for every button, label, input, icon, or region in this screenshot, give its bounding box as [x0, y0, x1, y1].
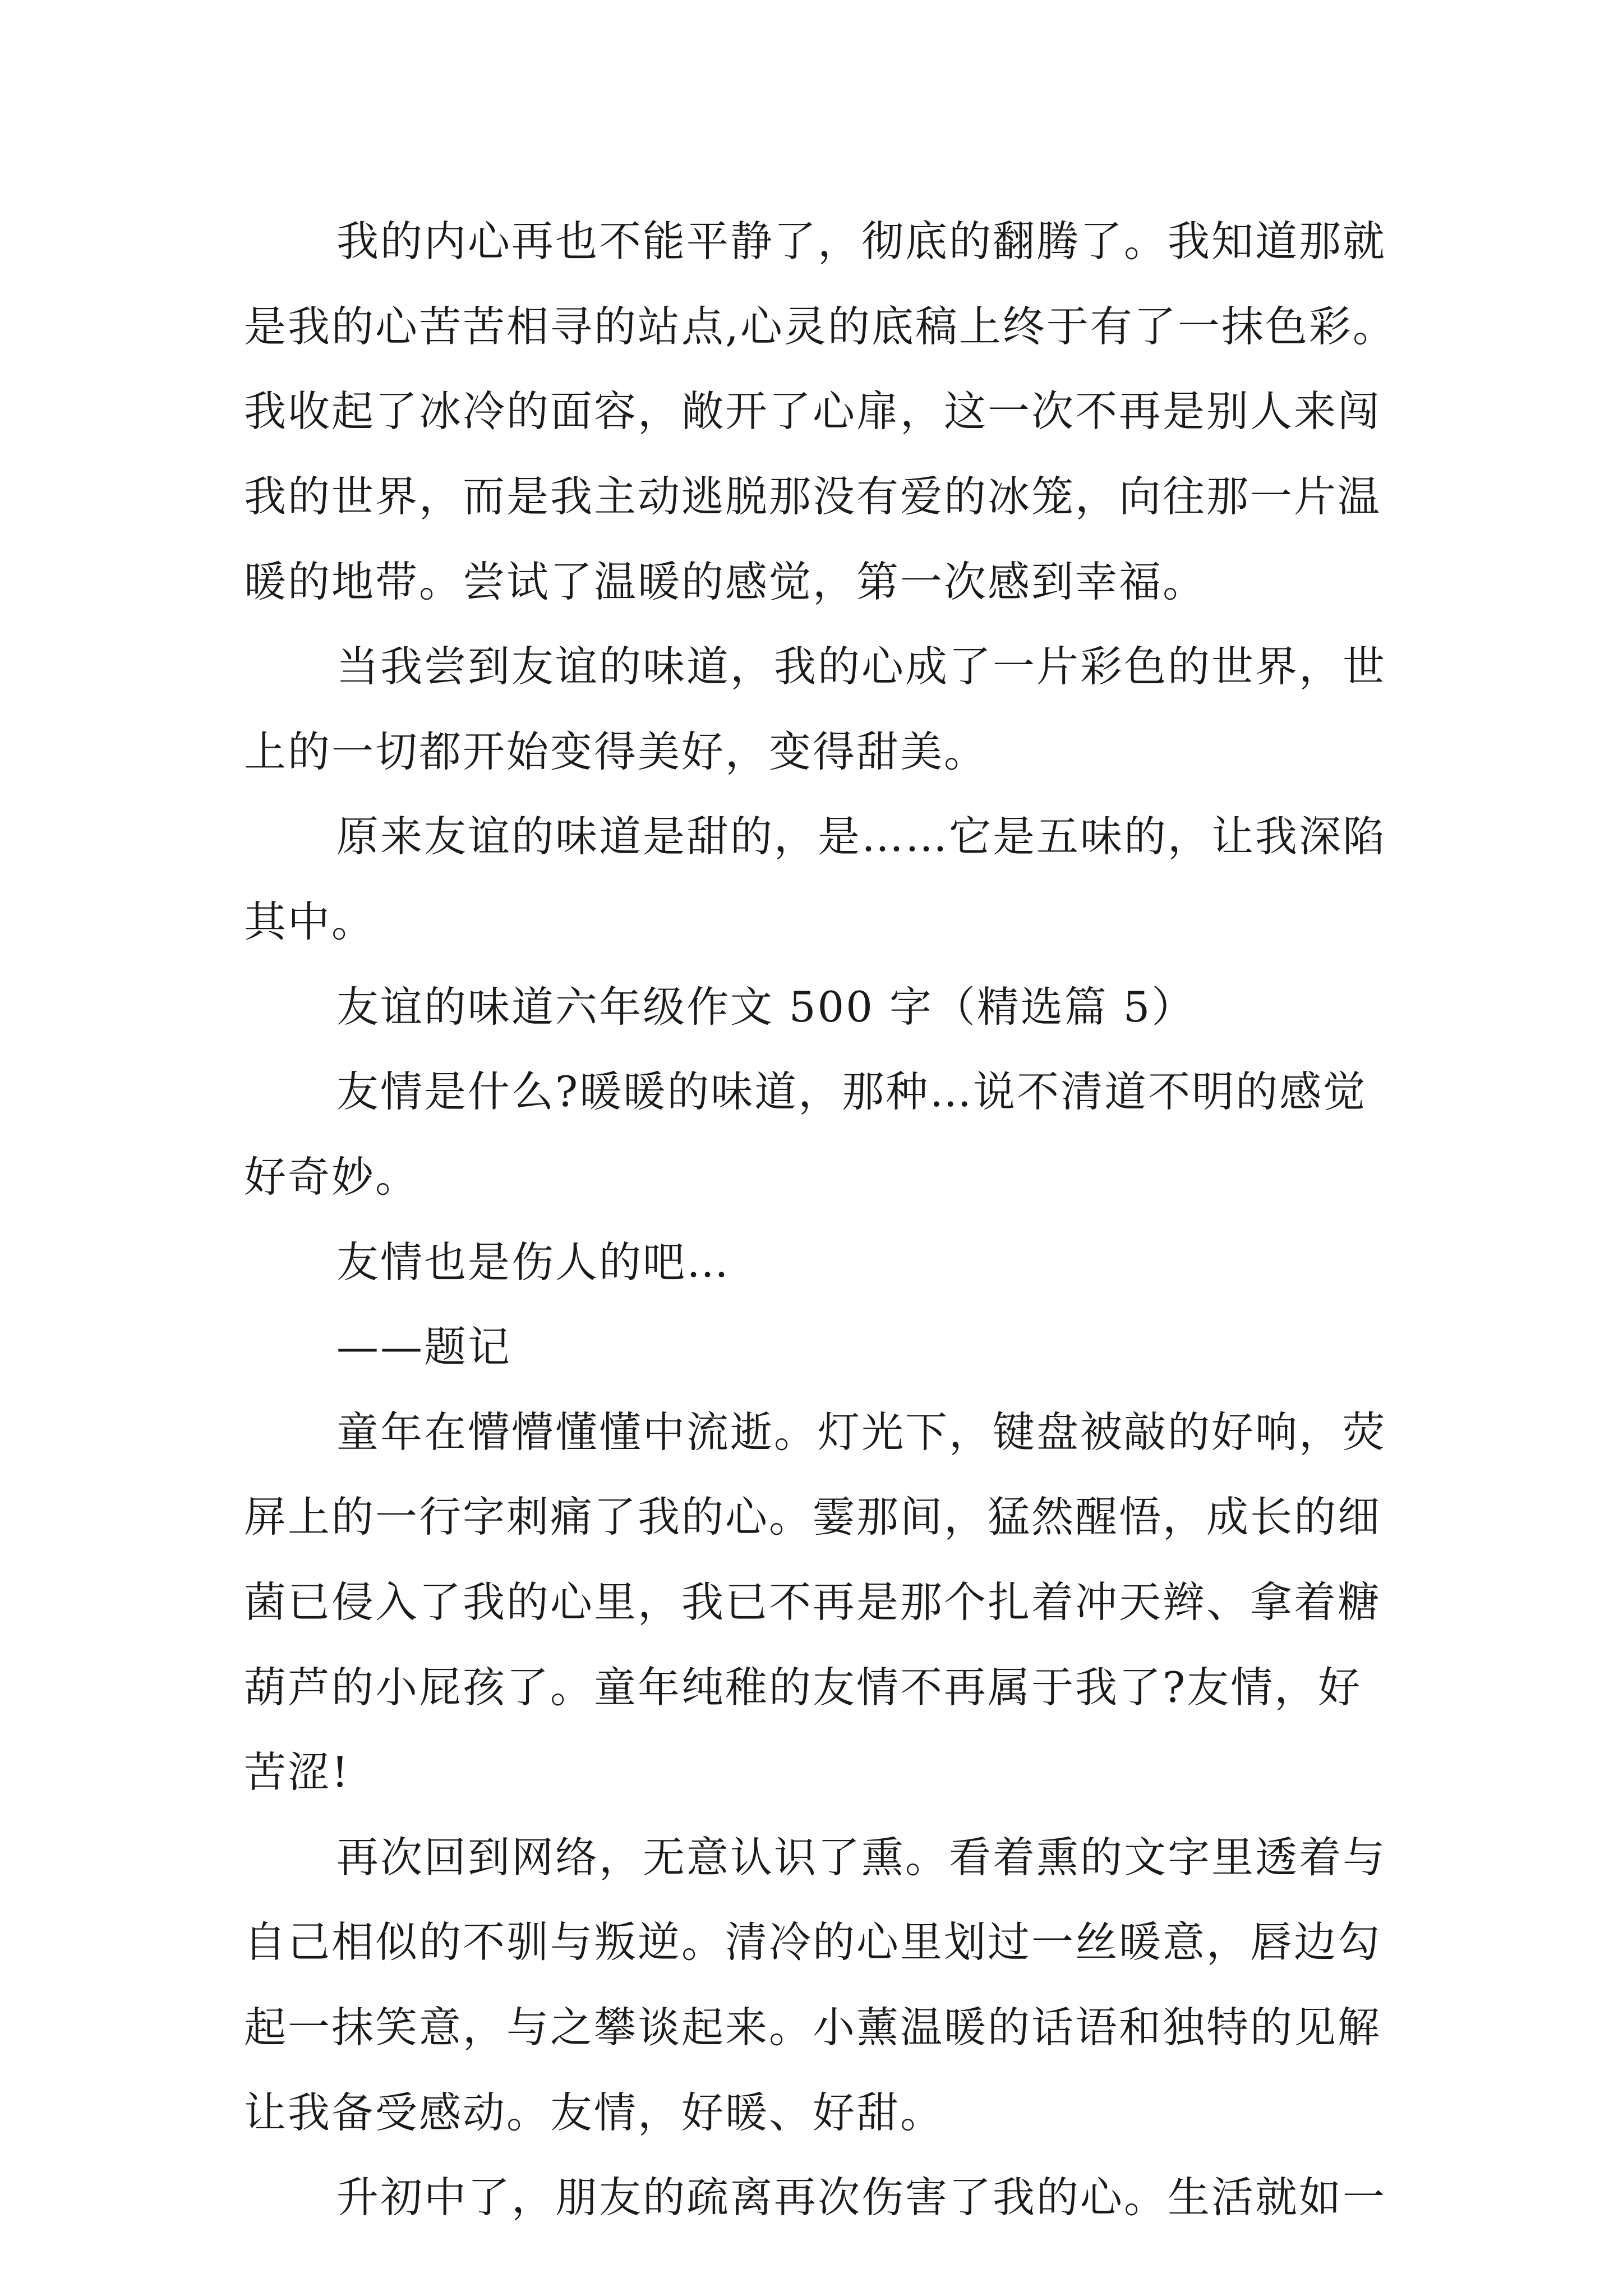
- section-heading: 友谊的味道六年级作文 500 字（精选篇 5）: [336, 982, 1196, 1032]
- text-line: 自己相似的不驯与叛逆。清冷的心里划过一丝暖意，唇边勾: [244, 1917, 1382, 1967]
- text-line: 原来友谊的味道是甜的，是……它是五味的，让我深陷: [336, 812, 1387, 861]
- text-line: 菌已侵入了我的心里，我已不再是那个扎着冲天辫、拿着糖: [244, 1577, 1382, 1627]
- text-line: ——题记: [336, 1322, 512, 1372]
- text-line: 是我的心苦苦相寻的站点,心灵的底稿上终于有了一抹色彩。: [244, 302, 1396, 351]
- text-line: 友情是什么?暖暖的味道，那种…说不清道不明的感觉: [336, 1067, 1367, 1116]
- text-line: 起一抹笑意，与之攀谈起来。小薰温暖的话语和独特的见解: [244, 2003, 1382, 2052]
- text-line: 我的世界，而是我主动逃脱那没有爱的冰笼，向往那一片温: [244, 472, 1382, 521]
- text-line: 我收起了冰冷的面容，敞开了心扉，这一次不再是别人来闯: [244, 386, 1382, 436]
- text-line: 苦涩!: [244, 1747, 351, 1797]
- text-line: 当我尝到友谊的味道，我的心成了一片彩色的世界，世: [336, 642, 1387, 691]
- text-line: 我的内心再也不能平静了，彻底的翻腾了。我知道那就: [336, 217, 1387, 266]
- text-line: 让我备受感动。友情，好暖、好甜。: [244, 2088, 944, 2137]
- text-line: 升初中了，朋友的疏离再次伤害了我的心。生活就如一: [336, 2173, 1387, 2222]
- text-line: 其中。: [244, 897, 376, 946]
- text-line: 暖的地带。尝试了温暖的感觉，第一次感到幸福。: [244, 557, 1207, 606]
- text-line: 童年在懵懵懂懂中流逝。灯光下，键盘被敲的好响，荧: [336, 1407, 1387, 1457]
- text-line: 再次回到网络，无意认识了熏。看着熏的文字里透着与: [336, 1833, 1387, 1882]
- text-line: 友情也是伤人的吧…: [336, 1237, 731, 1287]
- text-line: 屏上的一行字刺痛了我的心。霎那间，猛然醒悟，成长的细: [244, 1492, 1382, 1542]
- text-line: 上的一切都开始变得美好，变得甜美。: [244, 727, 988, 776]
- text-line: 好奇妙。: [244, 1152, 419, 1202]
- text-line: 葫芦的小屁孩了。童年纯稚的友情不再属于我了?友情，好: [244, 1663, 1362, 1712]
